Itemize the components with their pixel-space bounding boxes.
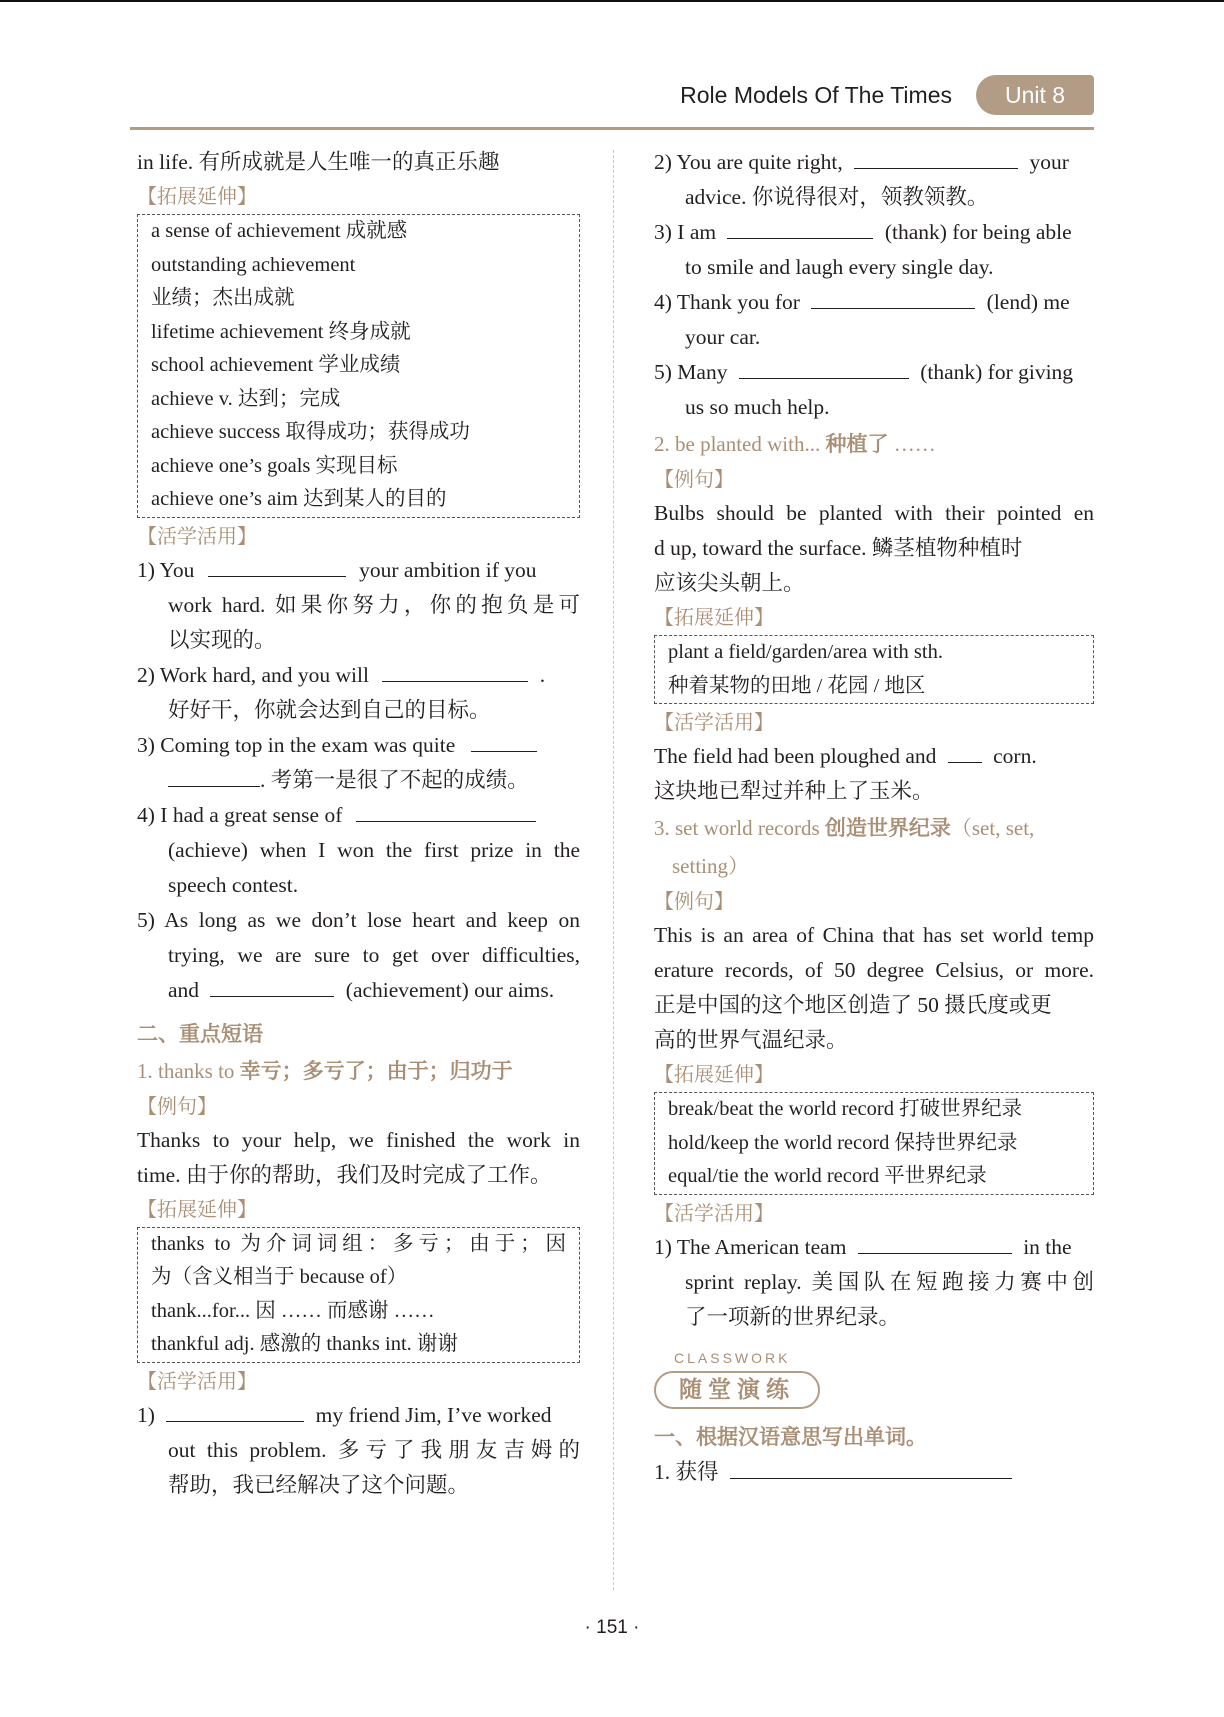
exercise-text: 2) You are quite right,: [654, 150, 843, 174]
box-line: plant a field/garden/area with sth.: [668, 641, 943, 663]
box-line: 业绩；杰出成就: [151, 287, 295, 309]
section-label-extension: 【拓展延伸】: [137, 1196, 257, 1221]
page-header: [130, 72, 1094, 128]
exercise-text: The field had been ploughed and: [654, 744, 937, 768]
phrase-heading: [654, 809, 1094, 847]
section-label-extension: 【拓展延伸】: [137, 184, 257, 208]
exercise-text: and: [168, 977, 200, 1002]
exercise-text: corn.: [993, 744, 1037, 768]
box-line: lifetime achievement 终身成就: [151, 320, 411, 343]
answer-blank[interactable]: [854, 146, 1018, 169]
classwork-badge: [654, 1347, 1094, 1433]
box-line: equal/tie the world record 平世界纪录: [668, 1165, 987, 1187]
example-line: Bulbs should be planted with their pointed en: [654, 501, 1094, 525]
box-line: school achievement 学业成绩: [151, 354, 401, 376]
example-line: erature records, of 50 degree Celsius, or more.: [654, 958, 1094, 982]
exercise-line: [137, 763, 580, 798]
exercise-text: 1) You: [137, 557, 195, 582]
extension-box: [137, 1227, 580, 1363]
exercise-line: work hard. 如果你努力，你的抱负是可: [168, 592, 580, 617]
exercise-line: 5) As long as we don’t lose heart and keep on: [137, 907, 580, 932]
example-line: Thanks to your help, we finished the work in: [137, 1127, 580, 1152]
section-label-practice: 【活学活用】: [654, 1200, 774, 1225]
answer-blank[interactable]: [166, 1399, 304, 1422]
exercise-line: [137, 798, 580, 833]
answer-blank[interactable]: [210, 974, 334, 997]
exercise-text: 3) I am: [654, 220, 717, 244]
exercise-line: [137, 553, 580, 588]
exercise-text: your ambition if you: [359, 557, 537, 582]
section-label-example: 【例句】: [137, 1093, 217, 1118]
section-label-extension: 【拓展延伸】: [654, 605, 774, 629]
exercise-line: 这块地已犁过并种上了玉米。: [654, 779, 934, 803]
exercise-line: [654, 1230, 1094, 1265]
box-line: 为（含义相当于 because of）: [151, 1266, 408, 1288]
box-line: outstanding achievement: [151, 253, 356, 276]
box-line: thanks to 为介词词组：多亏；由于；因: [151, 1232, 566, 1255]
extension-box: [137, 214, 580, 518]
exercise-text: (thank) for being able: [884, 220, 1072, 244]
example-line: d up, toward the surface. 鳞茎植物种植时: [654, 536, 1023, 560]
answer-blank[interactable]: [208, 554, 346, 577]
exercise-line: speech contest.: [168, 872, 299, 897]
exercise-line: to smile and laugh every single day.: [685, 255, 994, 279]
answer-blank[interactable]: [730, 1456, 1012, 1479]
exercise-line: 以实现的。: [168, 627, 276, 652]
answer-blank[interactable]: [811, 286, 975, 309]
answer-blank[interactable]: [356, 799, 536, 822]
exercise-line: [654, 285, 1094, 320]
exercise-text: 3) Coming top in the exam was quite: [137, 732, 456, 757]
section-label-extension: 【拓展延伸】: [654, 1062, 774, 1086]
page-number: · 151 ·: [584, 1617, 640, 1638]
exercise-text: 4) I had a great sense of: [137, 802, 343, 827]
exercise-line: [654, 215, 1094, 250]
exercise-text: (lend) me: [986, 290, 1070, 314]
exercise-text: . 考第一是很了不起的成绩。: [260, 767, 529, 792]
example-line: time. 由于你的帮助，我们及时完成了工作。: [137, 1162, 552, 1187]
exercise-line: sprint replay. 美国队在短跑接力赛中创: [685, 1269, 1094, 1294]
phrase-heading: [654, 425, 1094, 463]
classwork-label: CLASSWORK: [674, 1349, 791, 1366]
example-line: 应该尖头朝上。: [654, 571, 805, 595]
phrase-tail: （set, set,: [950, 816, 1035, 840]
section-label-practice: 【活学活用】: [654, 710, 774, 734]
example-line: 正是中国的这个地区创造了 50 摄氏度或更: [654, 993, 1052, 1017]
section-heading: 二、重点短语: [137, 1021, 263, 1046]
unit-tab: Unit 8: [976, 75, 1094, 115]
exercise-line: 了一项新的世界纪录。: [685, 1304, 901, 1329]
exercise-text: my friend Jim, I’ve worked: [315, 1402, 552, 1427]
box-line: hold/keep the world record 保持世界纪录: [668, 1131, 1018, 1154]
exercise-text: (thank) for giving: [920, 360, 1074, 384]
phrase-tail: ……: [888, 432, 936, 456]
phrase-term: 3. set world records: [654, 816, 825, 840]
box-line: achieve one’s goals 实现目标: [151, 454, 398, 477]
exercise-line: (achieve) when I won the first prize in the: [168, 837, 580, 862]
box-line: achieve success 取得成功；获得成功: [151, 421, 470, 443]
exercise-line: [137, 973, 580, 1008]
phrase-meaning: 创造世界纪录: [824, 815, 951, 840]
exercise-line: out this problem. 多亏了我朋友吉姆的: [168, 1437, 580, 1462]
answer-blank[interactable]: [471, 729, 537, 752]
section-label-example: 【例句】: [654, 889, 734, 913]
extension-box: [654, 1092, 1094, 1195]
left-column: [137, 145, 580, 1503]
exercise-text: 1): [137, 1402, 155, 1427]
exercise-line: 好好干，你就会达到自己的目标。: [168, 697, 491, 722]
section-label-example: 【例句】: [654, 467, 734, 491]
exercise-line: trying, we are sure to get over difficulties,: [168, 942, 580, 967]
exercise-line: [654, 1455, 1094, 1490]
answer-blank[interactable]: [739, 356, 909, 379]
answer-blank[interactable]: [948, 740, 982, 763]
exercise-text: 5) Many: [654, 360, 728, 384]
exercise-text: (achievement) our aims.: [345, 977, 555, 1002]
column-divider: [613, 150, 614, 1590]
section-label-practice: 【活学活用】: [137, 1368, 257, 1393]
exercise-line: [137, 1398, 580, 1433]
answer-blank[interactable]: [382, 659, 528, 682]
exercise-text: 4) Thank you for: [654, 290, 800, 314]
section-label-practice: 【活学活用】: [137, 523, 257, 548]
exercise-text: 1) The American team: [654, 1234, 847, 1259]
header-rule: [130, 127, 1094, 130]
top-border: [0, 0, 1224, 2]
exercise-line: [137, 728, 580, 763]
phrase-term: 2. be planted with...: [654, 432, 826, 456]
box-line: thankful adj. 感激的 thanks int. 谢谢: [151, 1333, 458, 1355]
right-column: [654, 145, 1094, 1490]
phrase-term: 1. thanks to: [137, 1058, 240, 1083]
box-line: 种着某物的田地 / 花园 / 地区: [668, 674, 926, 697]
exercise-text: in the: [1023, 1234, 1072, 1259]
text-line: in life. 有所成就是人生唯一的真正乐趣: [137, 150, 500, 174]
exercise-text: your: [1029, 150, 1069, 174]
exercise-line: [654, 355, 1094, 390]
box-line: break/beat the world record 打破世界纪录: [668, 1098, 1023, 1120]
box-line: achieve v. 达到；完成: [151, 387, 341, 410]
exercise-line: 帮助，我已经解决了这个问题。: [168, 1472, 470, 1497]
exercise-line: [137, 658, 580, 693]
exercise-line: us so much help.: [685, 395, 830, 419]
answer-blank[interactable]: [727, 216, 873, 239]
phrase-meaning: 幸亏；多亏了；由于；归功于: [239, 1057, 513, 1083]
extension-box: [654, 635, 1094, 704]
phrase-meaning: 种植了: [825, 431, 889, 456]
exercise-text: 2) Work hard, and you will: [137, 662, 369, 687]
classwork-heading: 一、根据汉语意思写出单词。: [654, 1424, 927, 1449]
phrase-heading: [137, 1052, 580, 1090]
exercise-line: your car.: [685, 325, 761, 349]
header-title: Role Models Of The Times: [680, 82, 952, 108]
example-line: This is an area of China that has set world temp: [654, 923, 1094, 947]
exercise-text: .: [539, 662, 546, 687]
exercise-line: [654, 145, 1094, 180]
exercise-line: [654, 739, 1094, 774]
answer-blank[interactable]: [858, 1231, 1012, 1254]
exercise-line: advice. 你说得很对，领教领教。: [685, 185, 989, 209]
answer-blank[interactable]: [168, 764, 260, 787]
exercise-text: 1. 获得: [654, 1459, 719, 1484]
box-line: a sense of achievement 成就感: [151, 220, 408, 242]
phrase-heading-cont: setting）: [672, 854, 749, 878]
classwork-title-badge: 随堂演练: [654, 1371, 820, 1409]
box-line: thank...for... 因 …… 而感谢 ……: [151, 1299, 435, 1322]
example-line: 高的世界气温纪录。: [654, 1028, 848, 1052]
box-line: achieve one’s aim 达到某人的目的: [151, 488, 447, 510]
